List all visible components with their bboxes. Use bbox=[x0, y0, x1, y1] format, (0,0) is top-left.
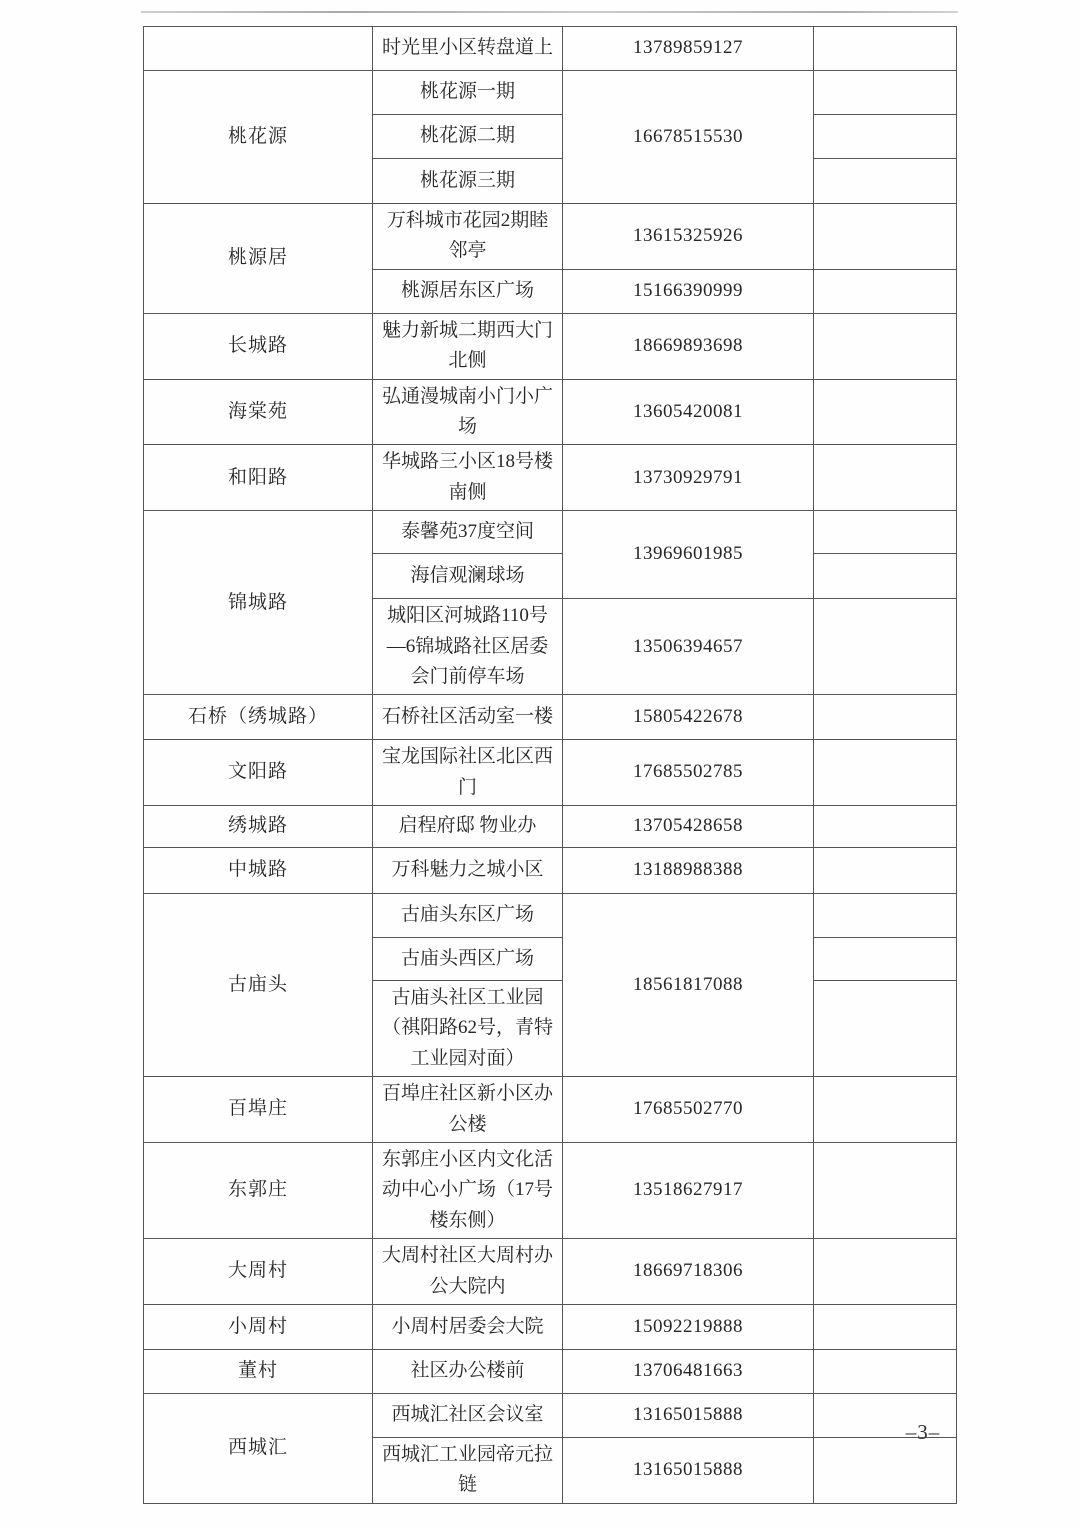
phone-cell: 13730929791 bbox=[563, 445, 814, 511]
location-cell: 桃源居东区广场 bbox=[373, 269, 563, 313]
phone-cell: 13506394657 bbox=[563, 599, 814, 695]
phone-cell: 17685502770 bbox=[563, 1077, 814, 1143]
phone-cell: 13518627917 bbox=[563, 1143, 814, 1239]
community-name-cell: 东郭庄 bbox=[144, 1143, 373, 1239]
location-cell: 小周村居委会大院 bbox=[373, 1304, 563, 1349]
location-cell: 魅力新城二期西大门北侧 bbox=[373, 313, 563, 379]
phone-cell: 13165015888 bbox=[563, 1393, 814, 1437]
table-row bbox=[144, 695, 957, 740]
table-row bbox=[144, 379, 957, 445]
phone-cell: 13969601985 bbox=[563, 511, 814, 599]
phone-cell: 13165015888 bbox=[563, 1437, 814, 1503]
empty-cell bbox=[814, 554, 957, 599]
community-name-cell: 海棠苑 bbox=[144, 379, 373, 445]
empty-cell bbox=[814, 159, 957, 204]
community-name-cell: 百埠庄 bbox=[144, 1077, 373, 1143]
phone-cell: 18561817088 bbox=[563, 894, 814, 1077]
phone-cell: 16678515530 bbox=[563, 71, 814, 204]
table-row bbox=[144, 204, 957, 270]
table-row bbox=[144, 894, 957, 938]
community-name-cell: 小周村 bbox=[144, 1304, 373, 1349]
empty-cell bbox=[814, 511, 957, 554]
location-cell: 宝龙国际社区北区西门 bbox=[373, 740, 563, 806]
location-cell: 桃花源二期 bbox=[373, 115, 563, 159]
table-row bbox=[144, 71, 957, 115]
location-cell: 弘通漫城南小门小广场 bbox=[373, 379, 563, 445]
table-row bbox=[144, 445, 957, 511]
empty-cell bbox=[814, 1239, 957, 1305]
community-name-cell: 董村 bbox=[144, 1349, 373, 1393]
empty-cell bbox=[814, 1349, 957, 1393]
community-name-cell: 中城路 bbox=[144, 848, 373, 894]
location-cell: 时光里小区转盘道上 bbox=[373, 27, 563, 71]
empty-cell bbox=[814, 1077, 957, 1143]
page-cut-table-edge bbox=[141, 11, 958, 13]
location-cell: 古庙头东区广场 bbox=[373, 894, 563, 938]
table-row bbox=[144, 1077, 957, 1143]
phone-cell: 13188988388 bbox=[563, 848, 814, 894]
community-name-cell: 桃源居 bbox=[144, 204, 373, 314]
location-cell: 启程府邸 物业办 bbox=[373, 806, 563, 848]
empty-cell bbox=[814, 938, 957, 981]
table-row bbox=[144, 806, 957, 848]
location-cell: 泰馨苑37度空间 bbox=[373, 511, 563, 554]
empty-cell bbox=[814, 740, 957, 806]
empty-cell bbox=[814, 27, 957, 71]
phone-cell: 18669718306 bbox=[563, 1239, 814, 1305]
location-cell: 古庙头社区工业园（祺阳路62号，青特工业园对面） bbox=[373, 981, 563, 1077]
phone-cell: 13789859127 bbox=[563, 27, 814, 71]
table-row bbox=[144, 1143, 957, 1239]
empty-cell bbox=[814, 1304, 957, 1349]
phone-cell: 15092219888 bbox=[563, 1304, 814, 1349]
empty-cell bbox=[814, 379, 957, 445]
empty-cell bbox=[814, 599, 957, 695]
phone-cell: 15805422678 bbox=[563, 695, 814, 740]
community-name-cell: 长城路 bbox=[144, 313, 373, 379]
contact-table bbox=[143, 26, 957, 1504]
empty-cell bbox=[814, 115, 957, 159]
empty-cell bbox=[814, 806, 957, 848]
phone-cell: 13605420081 bbox=[563, 379, 814, 445]
location-cell: 古庙头西区广场 bbox=[373, 938, 563, 981]
location-cell: 百埠庄社区新小区办公楼 bbox=[373, 1077, 563, 1143]
community-name-cell: 大周村 bbox=[144, 1239, 373, 1305]
empty-cell bbox=[814, 204, 957, 270]
community-name-cell: 绣城路 bbox=[144, 806, 373, 848]
table-row bbox=[144, 1304, 957, 1349]
table-row bbox=[144, 1393, 957, 1437]
community-name-cell: 西城汇 bbox=[144, 1393, 373, 1503]
location-cell: 社区办公楼前 bbox=[373, 1349, 563, 1393]
community-name-cell: 桃花源 bbox=[144, 71, 373, 204]
table-row bbox=[144, 27, 957, 71]
location-cell: 石桥社区活动室一楼 bbox=[373, 695, 563, 740]
empty-cell bbox=[814, 269, 957, 313]
location-cell: 桃花源一期 bbox=[373, 71, 563, 115]
empty-cell bbox=[814, 1143, 957, 1239]
location-cell: 万科城市花园2期睦邻亭 bbox=[373, 204, 563, 270]
location-cell: 东郭庄小区内文化活动中心小广场（17号楼东侧） bbox=[373, 1143, 563, 1239]
empty-cell bbox=[814, 894, 957, 938]
community-name-cell: 石桥（绣城路） bbox=[144, 695, 373, 740]
phone-cell: 13706481663 bbox=[563, 1349, 814, 1393]
phone-cell: 13615325926 bbox=[563, 204, 814, 270]
empty-cell bbox=[814, 445, 957, 511]
empty-cell bbox=[814, 71, 957, 115]
empty-cell bbox=[814, 313, 957, 379]
location-cell: 海信观澜球场 bbox=[373, 554, 563, 599]
location-cell: 桃花源三期 bbox=[373, 159, 563, 204]
table-row bbox=[144, 848, 957, 894]
page-number: –3– bbox=[905, 1420, 941, 1444]
community-name-cell bbox=[144, 27, 373, 71]
empty-cell bbox=[814, 1437, 957, 1503]
community-name-cell: 文阳路 bbox=[144, 740, 373, 806]
community-name-cell: 古庙头 bbox=[144, 894, 373, 1077]
phone-cell: 18669893698 bbox=[563, 313, 814, 379]
community-name-cell: 锦城路 bbox=[144, 511, 373, 695]
location-cell: 万科魅力之城小区 bbox=[373, 848, 563, 894]
community-name-cell: 和阳路 bbox=[144, 445, 373, 511]
location-cell: 城阳区河城路110号—6锦城路社区居委会门前停车场 bbox=[373, 599, 563, 695]
location-cell: 华城路三小区18号楼南侧 bbox=[373, 445, 563, 511]
table-row bbox=[144, 1349, 957, 1393]
location-cell: 西城汇工业园帝元拉链 bbox=[373, 1437, 563, 1503]
empty-cell bbox=[814, 981, 957, 1077]
location-cell: 西城汇社区会议室 bbox=[373, 1393, 563, 1437]
table-row bbox=[144, 313, 957, 379]
phone-cell: 13705428658 bbox=[563, 806, 814, 848]
empty-cell bbox=[814, 695, 957, 740]
phone-cell: 17685502785 bbox=[563, 740, 814, 806]
table-row bbox=[144, 511, 957, 554]
location-cell: 大周村社区大周村办公大院内 bbox=[373, 1239, 563, 1305]
phone-cell: 15166390999 bbox=[563, 269, 814, 313]
empty-cell bbox=[814, 848, 957, 894]
table-row bbox=[144, 1239, 957, 1305]
table-row bbox=[144, 740, 957, 806]
